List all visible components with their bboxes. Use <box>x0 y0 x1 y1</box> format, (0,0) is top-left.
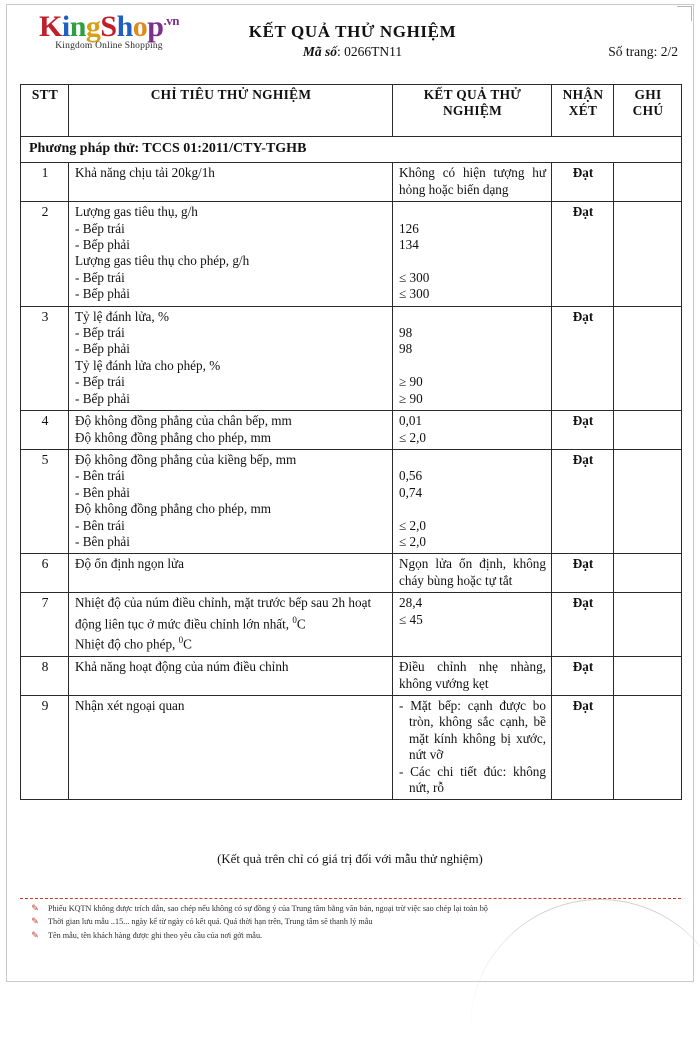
cell-note <box>614 202 682 306</box>
text-line: ≤ 300 <box>399 286 430 302</box>
text-line: Điều chỉnh nhẹ nhàng, không vướng kẹt <box>399 659 546 691</box>
footer-note-item <box>22 916 672 927</box>
cell-stt: 2 <box>21 202 69 306</box>
text-line: ≤ 2,0 <box>399 533 427 549</box>
result-validity-note: (Kết quả trên chỉ có giá trị đối với mẫu thử nghiệm) <box>217 852 483 866</box>
logo-letter-p-7: p <box>147 10 164 43</box>
text-line: Lượng gas tiêu thụ, g/h <box>75 204 198 220</box>
table-row <box>21 657 682 696</box>
cell-note <box>614 554 682 593</box>
detail-line: - Bên phải <box>75 533 130 549</box>
cell-stt: 3 <box>21 306 69 410</box>
detail-line: - Các chi tiết đúc: không nứt, rỗ <box>399 763 546 795</box>
cell-note <box>614 695 682 799</box>
cell-result <box>393 657 552 696</box>
text-line: Độ không đồng phẳng cho phép, mm <box>75 501 271 517</box>
pen-icon: ✎ <box>31 916 39 927</box>
text-line: Tỷ lệ đánh lửa, % <box>75 308 169 324</box>
footer-note-text: Thời gian lưu mẫu ..15... ngày kể từ ngày có kết quả. Quá thời hạn trên, Trung tâm sẽ thanh lý mẫu <box>48 917 373 927</box>
cell-note <box>614 657 682 696</box>
text-line: 0,56 <box>399 468 423 484</box>
table-row <box>21 695 682 799</box>
cell-stt: 7 <box>21 593 69 657</box>
document-header <box>0 0 700 72</box>
text-line: ≥ 90 <box>399 390 423 406</box>
table-header-row <box>21 85 682 137</box>
cell-criteria <box>69 554 393 593</box>
document-code-value: 0266TN11 <box>344 44 403 59</box>
table-row <box>21 411 682 450</box>
pen-icon: ✎ <box>31 929 39 940</box>
degree-superscript: 0 <box>178 635 184 646</box>
text-line: 98 <box>399 325 413 341</box>
logo-letter-n-2: n <box>69 10 86 43</box>
spacer-line <box>399 309 546 325</box>
detail-line: - Bếp phải <box>75 286 130 302</box>
cell-remark: Đạt <box>552 306 614 410</box>
cell-remark: Đạt <box>552 695 614 799</box>
detail-line: - Bếp phải <box>75 390 130 406</box>
logo-letter-s-4: S <box>100 10 117 43</box>
cell-result <box>393 695 552 799</box>
cell-result <box>393 163 552 202</box>
cell-result <box>393 593 552 657</box>
text-line: Khả năng chịu tải 20kg/1h <box>75 165 215 181</box>
footer-note-text: Phiếu KQTN không được trích dẫn, sao chép nếu không có sự đồng ý của Trung tâm bằng văn bản, ngoại trừ việc sao chép lại toàn bộ <box>48 904 488 913</box>
footer-note-item <box>22 930 672 941</box>
table-row <box>21 449 682 553</box>
text-line: ≤ 2,0 <box>399 517 427 533</box>
cell-criteria <box>69 449 393 553</box>
text-line: Độ không đồng phẳng của chân bếp, mm <box>75 413 292 429</box>
cell-stt: 8 <box>21 657 69 696</box>
cell-note <box>614 593 682 657</box>
page-number: Số trang: 2/2 <box>608 44 678 59</box>
spacer-line <box>399 253 546 269</box>
title-block <box>215 22 490 61</box>
text-line: 0,01 <box>399 413 423 429</box>
cell-note <box>614 306 682 410</box>
cell-remark: Đạt <box>552 411 614 450</box>
detail-line: - Bếp trái <box>75 220 125 236</box>
table-row <box>21 202 682 306</box>
table-row <box>21 163 682 202</box>
cell-remark: Đạt <box>552 163 614 202</box>
text-line: Độ ổn định ngọn lửa <box>75 556 184 572</box>
cell-stt: 9 <box>21 695 69 799</box>
detail-line: - Bếp trái <box>75 374 125 390</box>
text-line: ≤ 300 <box>399 269 430 285</box>
cell-stt: 1 <box>21 163 69 202</box>
column-header-criteria: CHỈ TIÊU THỬ NGHIỆM <box>69 85 393 137</box>
cell-result <box>393 411 552 450</box>
detail-line: - Bên trái <box>75 468 125 484</box>
test-method-text: Phương pháp thử: TCCS 01:2011/CTY-TGHB <box>21 137 682 163</box>
logo-letter-i-1: i <box>61 10 70 43</box>
text-line: ≥ 90 <box>399 374 423 390</box>
detail-line: - Bên phải <box>75 484 130 500</box>
text-line: Độ không đồng phẳng cho phép, mm <box>75 429 271 445</box>
text-line: Ngọn lửa ổn định, không cháy bùng hoặc tự tắt <box>399 556 546 588</box>
cell-criteria <box>69 695 393 799</box>
spacer-line <box>399 204 546 220</box>
text-line: Lượng gas tiêu thụ cho phép, g/h <box>75 253 250 269</box>
cell-note <box>614 449 682 553</box>
cell-result <box>393 202 552 306</box>
spacer-line <box>399 358 546 374</box>
table-row <box>21 306 682 410</box>
cell-criteria <box>69 657 393 696</box>
text-line: 126 <box>399 220 419 236</box>
logo-wordmark <box>14 6 204 42</box>
text-line: Không có hiện tượng hư hỏng hoặc biến dạng <box>399 165 546 197</box>
text-line: Nhiệt độ cho phép, $^0$C <box>75 635 192 652</box>
cell-result <box>393 306 552 410</box>
detail-line: - Bếp trái <box>75 325 125 341</box>
cell-stt: 4 <box>21 411 69 450</box>
cell-criteria <box>69 593 393 657</box>
footer-note-item <box>22 903 672 914</box>
logo-letter-o-6: o <box>132 10 148 43</box>
text-line: ≤ 45 <box>399 611 423 627</box>
text-line: 98 <box>399 341 413 357</box>
spacer-line <box>399 452 546 468</box>
detail-line: - Mặt bếp: cạnh được bo tròn, không sắc cạnh, bề mặt kính không bị xước, nứt vỡ <box>399 697 546 763</box>
column-header-result: KẾT QUẢ THỬ NGHIỆM <box>393 85 552 137</box>
cell-result <box>393 449 552 553</box>
text-line: Nhiệt độ của núm điều chỉnh, mặt trước bếp sau 2h hoạt động liên tục ở mức điều chỉnh lớn nhất, $^0$C <box>75 595 372 631</box>
document-code <box>215 43 490 61</box>
text-line: 28,4 <box>399 595 423 611</box>
footer-notes <box>22 903 672 943</box>
column-header-note: GHI CHÚ <box>614 85 682 137</box>
detail-line: - Bếp phải <box>75 341 130 357</box>
text-line: 0,74 <box>399 484 423 500</box>
logo-tld: .vn <box>163 13 179 28</box>
column-header-remark: NHẬN XÉT <box>552 85 614 137</box>
kingshop-logo <box>14 6 204 51</box>
spacer-line <box>399 501 546 517</box>
cell-remark: Đạt <box>552 554 614 593</box>
logo-letter-k-0: K <box>39 10 62 43</box>
cell-stt: 6 <box>21 554 69 593</box>
cell-criteria <box>69 202 393 306</box>
cell-note <box>614 163 682 202</box>
dashed-separator <box>20 898 681 899</box>
cell-criteria <box>69 306 393 410</box>
table-body <box>21 137 682 800</box>
logo-letter-h-5: h <box>116 10 133 43</box>
detail-line: - Bếp trái <box>75 269 125 285</box>
cell-note <box>614 411 682 450</box>
footer-note-text: Tên mẫu, tên khách hàng được ghi theo yêu cầu của nơi gởi mẫu. <box>48 930 263 940</box>
test-results-table <box>20 84 682 800</box>
cell-criteria <box>69 411 393 450</box>
text-line: ≤ 2,0 <box>399 429 427 445</box>
table-row <box>21 554 682 593</box>
cell-remark: Đạt <box>552 657 614 696</box>
detail-line: - Bên trái <box>75 517 125 533</box>
cell-remark: Đạt <box>552 202 614 306</box>
page-title: KẾT QUẢ THỬ NGHIỆM <box>248 22 457 41</box>
pen-icon: ✎ <box>31 903 39 913</box>
logo-letter-g-3: g <box>85 10 101 43</box>
logo-tagline: Kingdom Online Shopping <box>55 41 163 51</box>
document-code-label: Mã số <box>302 44 337 59</box>
cell-criteria <box>69 163 393 202</box>
cell-result <box>393 554 552 593</box>
text-line: 134 <box>399 237 419 253</box>
detail-line: - Bếp phải <box>75 237 130 253</box>
cell-stt: 5 <box>21 449 69 553</box>
table-row <box>21 593 682 657</box>
text-line: Tỷ lệ đánh lửa cho phép, % <box>75 357 221 373</box>
degree-superscript: 0 <box>292 614 297 625</box>
cell-remark: Đạt <box>552 593 614 657</box>
table-header <box>21 85 682 137</box>
document-code-colon: : <box>337 44 345 59</box>
text-line: Nhận xét ngoại quan <box>75 697 185 713</box>
test-method-row <box>21 137 682 163</box>
text-line: Khả năng hoạt động của núm điều chỉnh <box>75 659 289 675</box>
cell-remark: Đạt <box>552 449 614 553</box>
column-header-stt: STT <box>21 85 69 137</box>
text-line: Độ không đồng phẳng của kiềng bếp, mm <box>75 451 297 467</box>
